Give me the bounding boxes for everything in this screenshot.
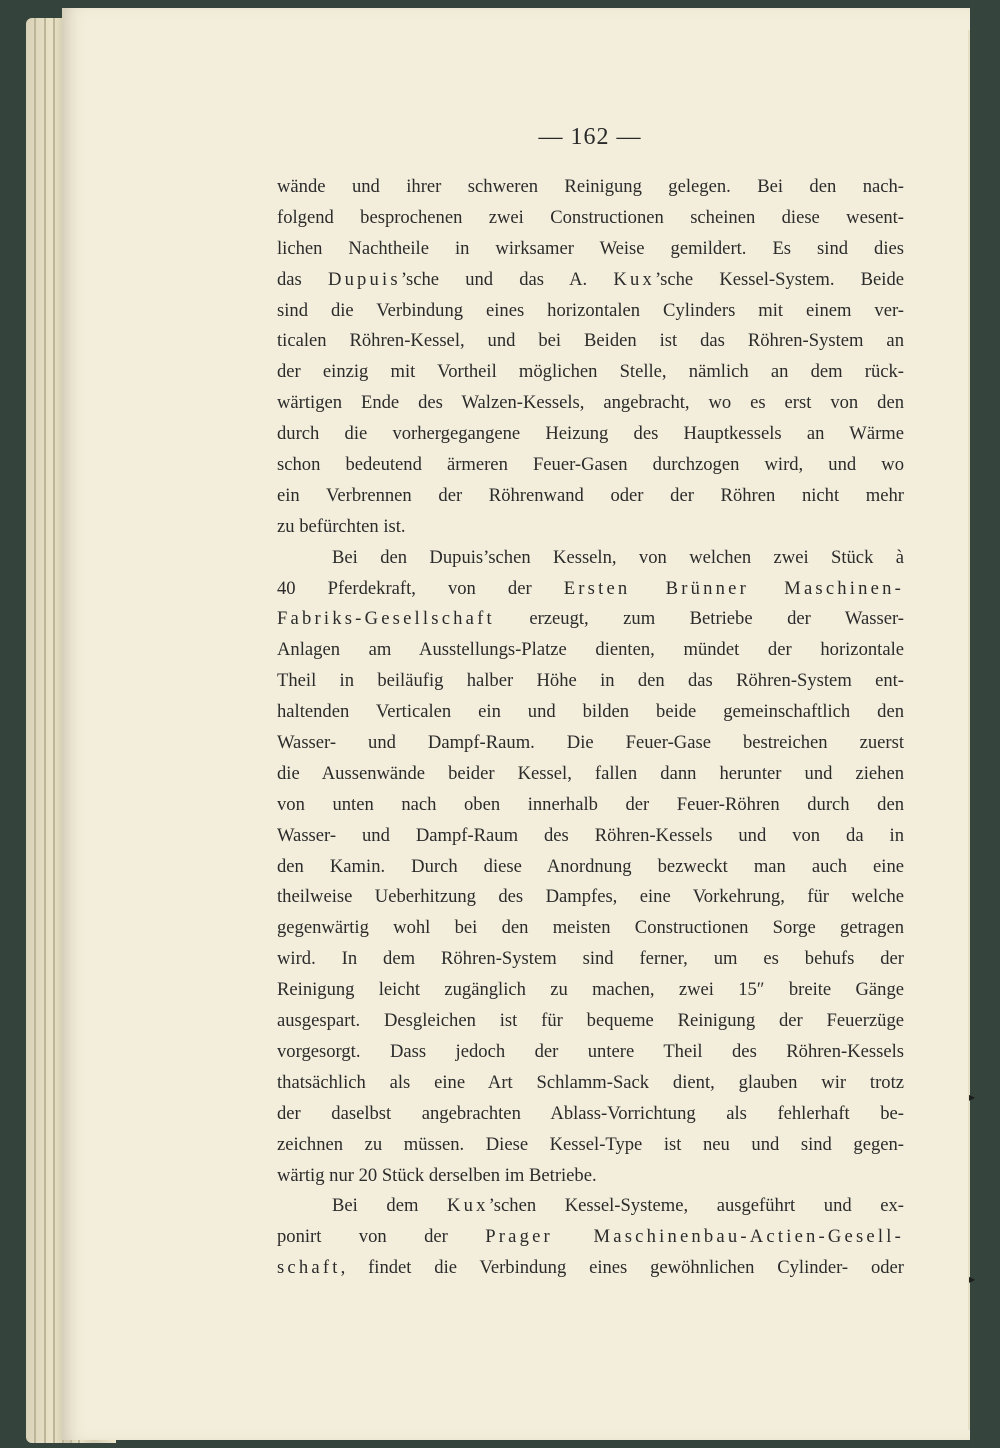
text-segment: Reinigung leicht zugänglich zu machen, zwei 15″ breite Gänge (277, 979, 904, 1001)
text-line (277, 265, 904, 296)
text-segment: gegenwärtig wohl bei den meisten Constructionen Sorge getragen (277, 917, 904, 939)
spaced-name: Kux (447, 1195, 489, 1217)
text-segment: durch die vorhergegangene Heizung des Hauptkessels an Wärme (277, 423, 904, 445)
text-segment: Bei dem (332, 1195, 447, 1217)
text-line (277, 234, 904, 265)
book-cover-edge (970, 0, 1000, 1448)
text-segment: das (277, 268, 328, 290)
text-segment: theilweise Ueberhitzung des Dampfes, eine Vorkehrung, für welche (277, 886, 904, 908)
text-line (277, 852, 904, 883)
text-segment: ponirt von der (277, 1226, 486, 1248)
text-segment: ausgespart. Desgleichen ist für bequeme Reinigung der Feuerzüge (277, 1010, 904, 1032)
text-segment: vorgesorgt. Dass jedoch der untere Theil des Röhren-Kessels (277, 1040, 904, 1062)
text-line (277, 388, 904, 419)
text-line (277, 203, 904, 234)
text-line (277, 666, 904, 697)
text-segment: sind die Verbindung eines horizontalen Cylinders mit einem ver- (277, 299, 904, 321)
text-line (277, 512, 904, 543)
body-text (277, 172, 904, 1284)
text-segment: von unten nach oben innerhalb der Feuer-Röhren durch den (277, 793, 904, 815)
text-line (277, 574, 904, 605)
text-line (277, 790, 904, 821)
spaced-name: Ersten Brünner Maschinen- (563, 577, 904, 599)
text-line (277, 1068, 904, 1099)
text-line (277, 296, 904, 327)
text-line (277, 728, 904, 759)
spaced-name: Kux (613, 268, 655, 290)
text-line (277, 913, 904, 944)
right-arrow-icon: ▸ (969, 1272, 976, 1286)
spaced-name: Dupuis (327, 268, 401, 290)
text-segment: haltenden Verticalen ein und bilden beide gemeinschaftlich den (277, 701, 904, 723)
page-number: — 162 — (538, 124, 642, 150)
text-line (277, 759, 904, 790)
text-line (277, 481, 904, 512)
text-line (277, 604, 904, 635)
text-line (277, 172, 904, 203)
text-segment: ’sche Kessel-System. Beide (654, 268, 905, 290)
text-segment: ’sche und das A. (400, 268, 614, 290)
text-line (277, 1253, 904, 1284)
text-line (277, 944, 904, 975)
text-line (277, 326, 904, 357)
text-segment: zeichnen zu müssen. Diese Kessel-Type ist neu und sind gegen- (277, 1133, 904, 1155)
text-segment: Wasser- und Dampf-Raum. Die Feuer-Gase bestreichen zuerst (277, 732, 904, 754)
text-segment: ticalen Röhren-Kessel, und bei Beiden ist das Röhren-System an (277, 330, 904, 352)
text-segment: wärtig nur 20 Stück derselben im Betriebe. (277, 1164, 597, 1186)
text-line (277, 1099, 904, 1130)
text-line (277, 975, 904, 1006)
text-line (277, 697, 904, 728)
text-segment: der daselbst angebrachten Ablass-Vorrichtung als fehlerhaft be- (277, 1102, 904, 1124)
text-line (277, 1130, 904, 1161)
spaced-name: Prager Maschinenbau-Actien-Gesell- (485, 1226, 905, 1248)
text-segment: Theil in beiläufig halber Höhe in den das Röhren-System ent- (277, 670, 904, 692)
text-segment: schon bedeutend ärmeren Feuer-Gasen durchzogen wird, und wo (277, 454, 904, 476)
text-segment: lichen Nachtheile in wirksamer Weise gemildert. Es sind dies (277, 237, 904, 259)
text-segment: wärtigen Ende des Walzen-Kessels, angebracht, wo es erst von den (277, 392, 904, 414)
text-line (277, 1037, 904, 1068)
text-segment: den Kamin. Durch diese Anordnung bezweckt man auch eine (277, 855, 904, 877)
text-segment: ’schen Kessel-Systeme, ausgeführt und ex- (488, 1195, 904, 1217)
text-line (277, 1191, 904, 1222)
text-segment: ein Verbrennen der Röhrenwand oder der Röhren nicht mehr (277, 484, 904, 506)
text-segment: 40 Pferdekraft, von der (277, 577, 564, 599)
text-segment: Anlagen am Ausstellungs-Platze dienten, mündet der horizontale (277, 639, 904, 661)
text-segment: Wasser- und Dampf-Raum des Röhren-Kessels und von da in (277, 824, 904, 846)
text-segment: der einzig mit Vortheil möglichen Stelle, nämlich an dem rück- (277, 361, 904, 383)
text-line (277, 1161, 904, 1192)
text-segment: Bei den Dupuis’schen Kesseln, von welchen zwei Stück à (332, 546, 904, 568)
text-line (277, 1222, 904, 1253)
text-segment: , findet die Verbindung eines gewöhnlichen Cylinder- oder (340, 1257, 904, 1279)
text-line (277, 821, 904, 852)
text-line (277, 882, 904, 913)
text-line (277, 419, 904, 450)
spaced-name: schaft (277, 1257, 341, 1279)
text-line (277, 450, 904, 481)
text-segment: wird. In dem Röhren-System sind ferner, um es behufs der (277, 948, 904, 970)
text-line (277, 357, 904, 388)
text-line (277, 543, 904, 574)
right-arrow-icon: ▸ (969, 1090, 976, 1104)
text-line (277, 635, 904, 666)
text-segment: zu befürchten ist. (277, 515, 406, 537)
text-segment: erzeugt, zum Betriebe der Wasser- (494, 608, 904, 630)
spaced-name: Fabriks-Gesellschaft (277, 608, 495, 630)
text-segment: thatsächlich als eine Art Schlamm-Sack dient, glauben wir trotz (277, 1071, 904, 1093)
text-segment: folgend besprochenen zwei Constructionen scheinen diese wesent- (277, 206, 904, 228)
text-segment: wände und ihrer schweren Reinigung gelegen. Bei den nach- (277, 176, 904, 197)
text-line (277, 1006, 904, 1037)
text-segment: die Aussenwände beider Kessel, fallen dann herunter und ziehen (277, 762, 904, 784)
